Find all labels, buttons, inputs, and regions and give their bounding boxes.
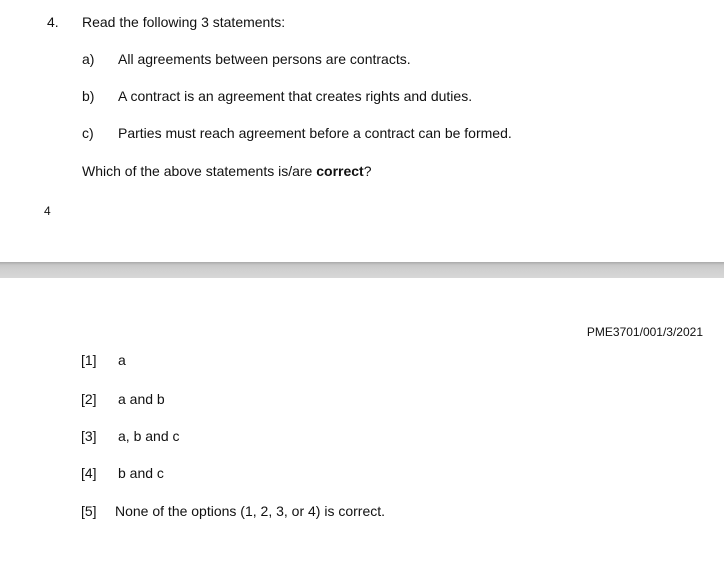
option-3-text: a, b and c	[118, 428, 180, 444]
question-prompt-emphasis: correct	[316, 163, 364, 179]
page-number: 4	[44, 204, 51, 218]
statement-b-label: b)	[82, 88, 95, 104]
statement-a-label: a)	[82, 51, 95, 67]
statement-a-text: All agreements between persons are contracts.	[118, 51, 411, 67]
option-4-label: [4]	[81, 465, 97, 481]
option-2-text: a and b	[118, 391, 165, 407]
option-5-text: None of the options (1, 2, 3, or 4) is correct.	[115, 503, 386, 519]
option-1-text: a	[118, 352, 126, 368]
question-number: 4.	[47, 14, 59, 30]
statement-c-text: Parties must reach agreement before a contract can be formed.	[118, 125, 512, 141]
option-2-label: [2]	[81, 391, 97, 407]
statement-c-label: c)	[82, 125, 94, 141]
page-top	[0, 0, 724, 262]
option-3-label: [3]	[81, 428, 97, 444]
question-prompt	[82, 162, 372, 180]
option-5-label: [5]	[81, 503, 97, 519]
page-separator	[0, 262, 724, 278]
option-4-text: b and c	[118, 465, 164, 481]
option-1-label: [1]	[81, 352, 97, 368]
statement-b-text: A contract is an agreement that creates rights and duties.	[118, 88, 473, 104]
question-prompt-text: Which of the above statements is/are	[82, 163, 317, 179]
question-intro: Read the following 3 statements:	[82, 14, 286, 30]
header-code: PME3701/001/3/2021	[586, 325, 703, 339]
page-bottom	[0, 278, 724, 563]
question-prompt-end: ?	[363, 163, 372, 179]
